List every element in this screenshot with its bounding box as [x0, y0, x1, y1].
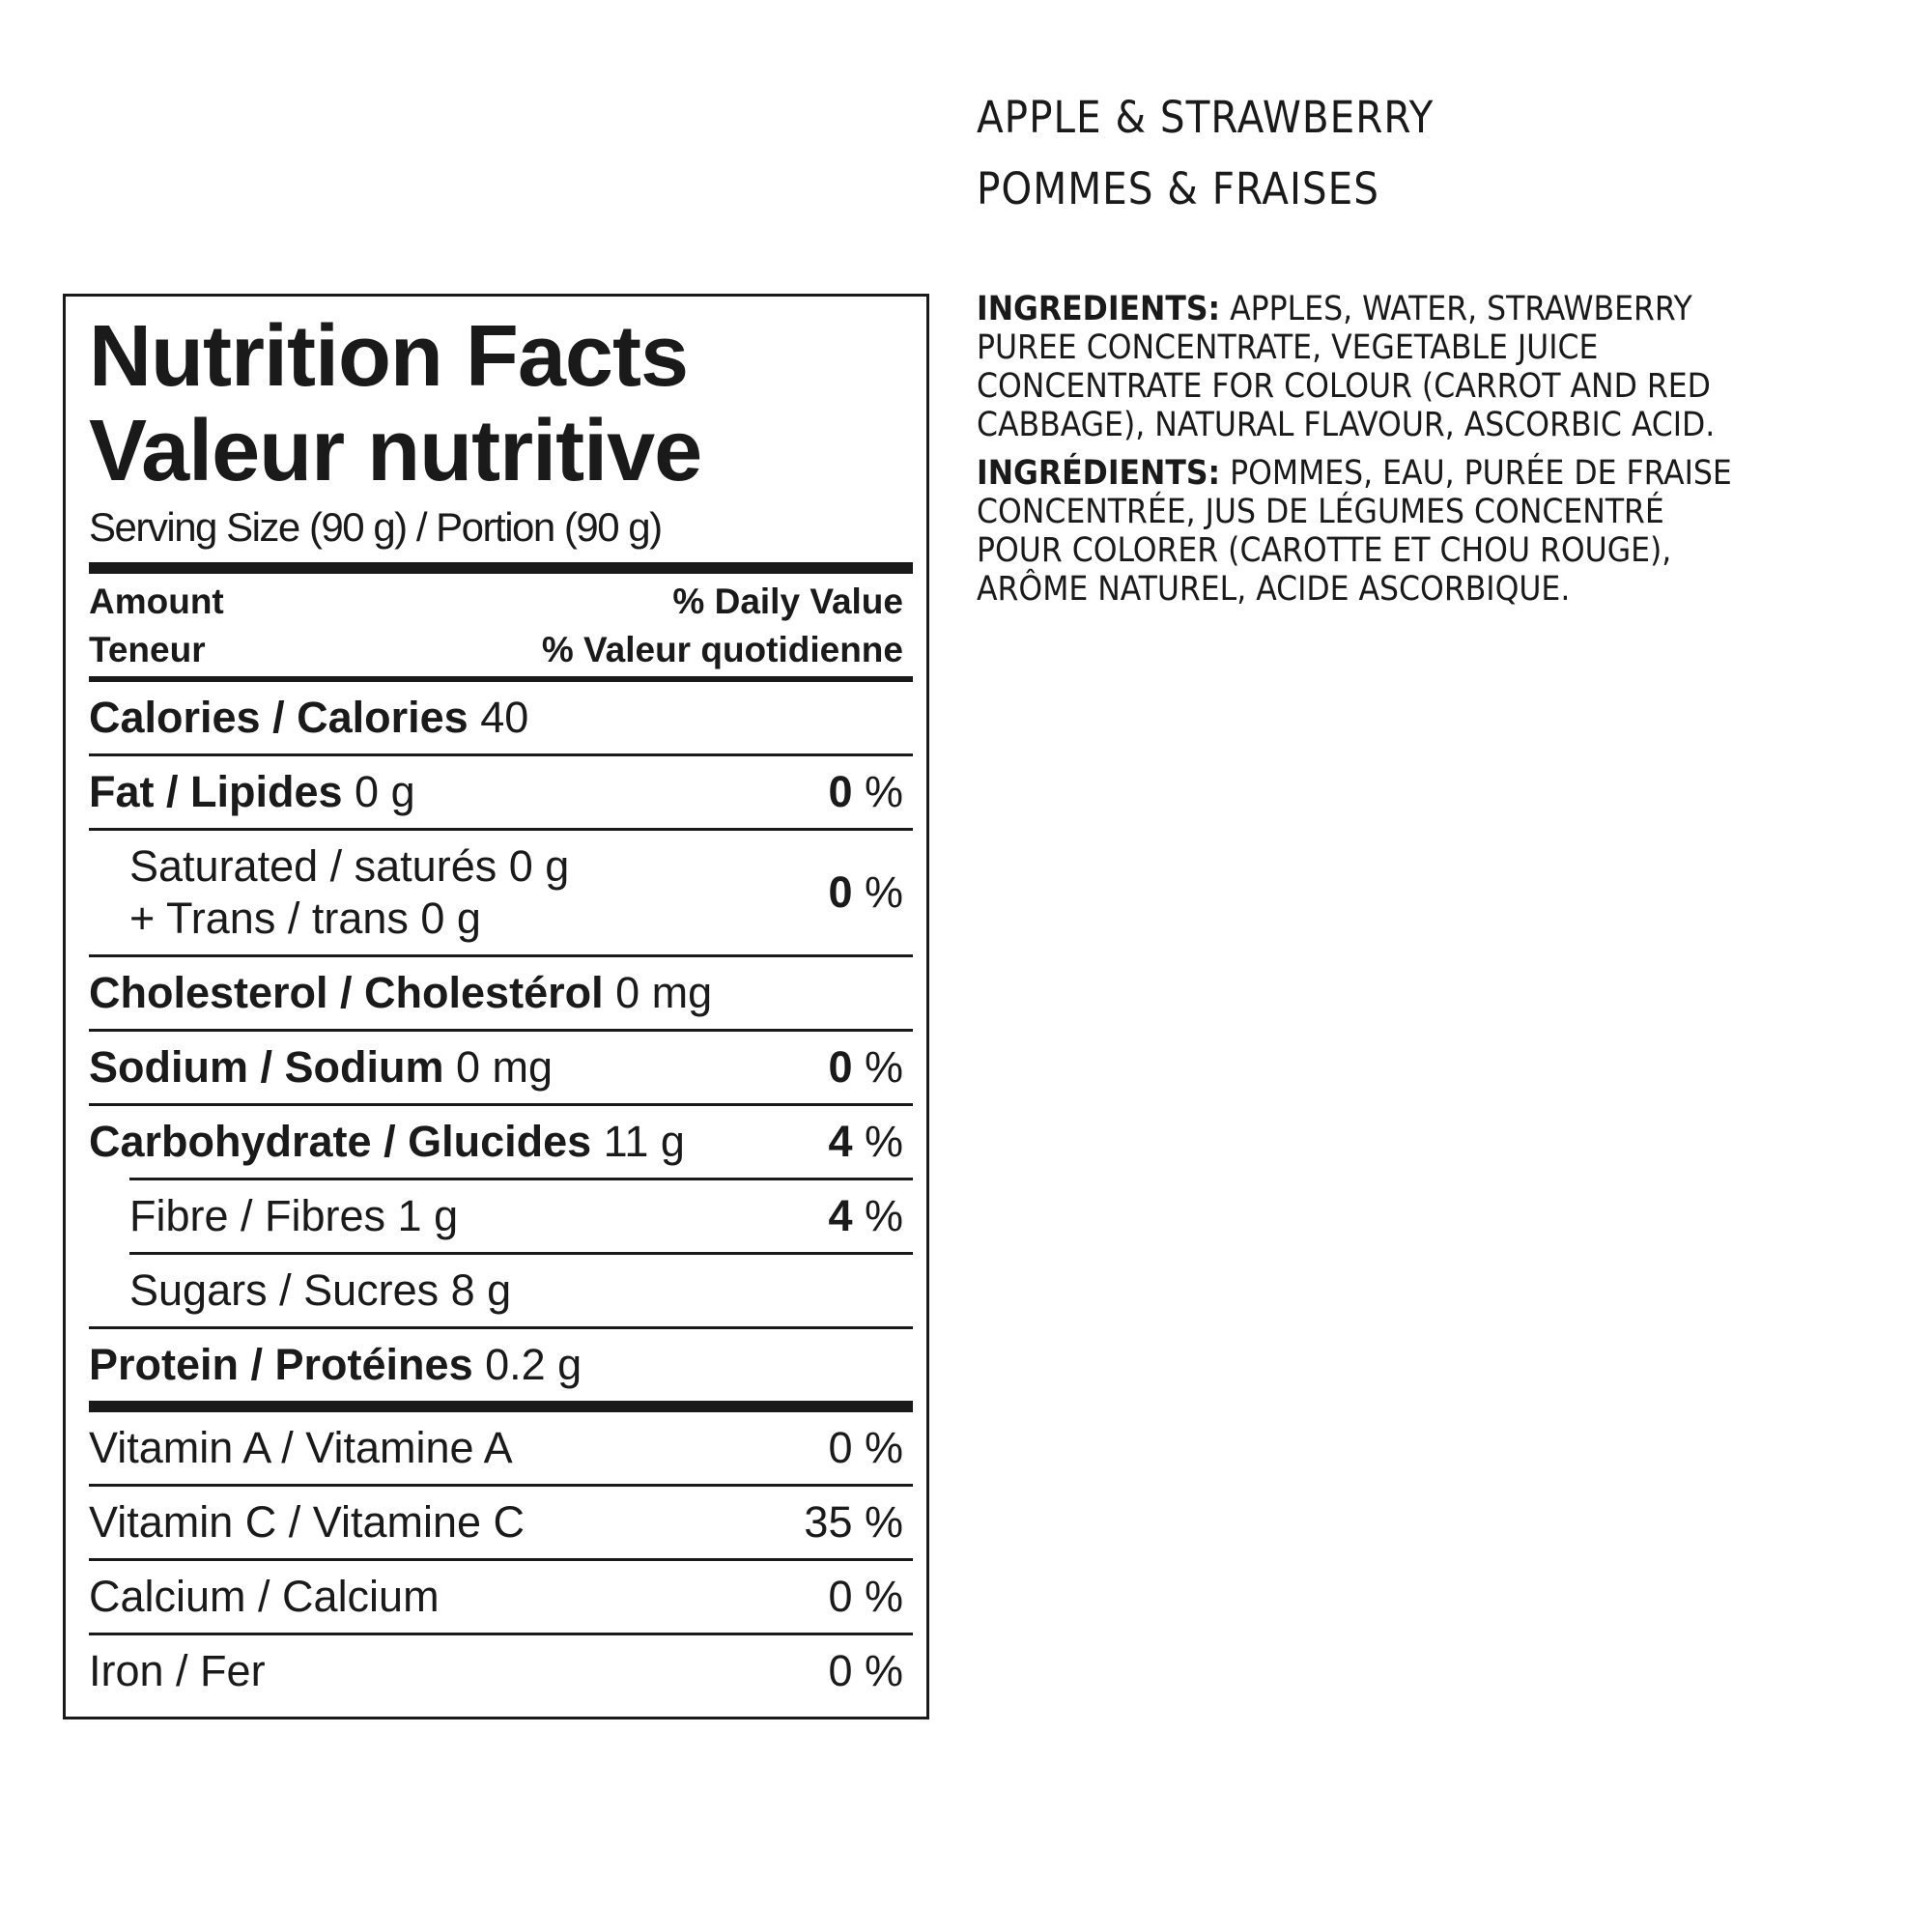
serving-size: Serving Size (90 g) / Portion (90 g): [89, 504, 662, 550]
divider-thick: [89, 562, 913, 574]
header-dv-fr: % Valeur quotidienne: [541, 630, 903, 669]
vitamin-pct: 0 %: [828, 1423, 903, 1472]
protein-row: [89, 1329, 913, 1401]
vitamin-row: [89, 1635, 913, 1707]
carbohydrate-pct-unit: %: [864, 1117, 903, 1166]
nutrition-title-fr: Valeur nutritive: [89, 403, 702, 499]
fat-pct-unit: %: [864, 767, 903, 816]
carbohydrate-pct: 4: [828, 1117, 853, 1166]
saturated-pct-unit: %: [864, 867, 903, 917]
cholesterol-row: [89, 957, 913, 1029]
saturated-trans-row: [89, 831, 913, 954]
protein-amount: 0.2 g: [485, 1340, 582, 1389]
carbohydrate-row: [89, 1106, 913, 1178]
nutrition-facts-content: [89, 309, 913, 1707]
header-amount-fr: Teneur: [89, 630, 206, 669]
sodium-label: Sodium / Sodium: [89, 1042, 444, 1092]
vitamin-label: Vitamin A / Vitamine A: [89, 1423, 513, 1472]
sodium-pct-unit: %: [864, 1042, 903, 1092]
nutrition-title-en: Nutrition Facts: [89, 308, 689, 405]
calories-row: [89, 682, 913, 753]
saturated-pct: 0: [828, 867, 853, 917]
column-header: [89, 574, 913, 676]
header-amount-en: Amount: [89, 582, 224, 621]
ingredients-fr: [977, 454, 1749, 609]
sodium-amount: 0 mg: [456, 1042, 554, 1092]
vitamin-row: [89, 1561, 913, 1633]
fibre-pct-unit: %: [864, 1191, 903, 1240]
vitamin-pct: 35 %: [804, 1497, 903, 1547]
sodium-row: [89, 1032, 913, 1103]
ingredients-en-text: APPLES, WATER, STRAWBERRY PUREE CONCENTRATE, VEGETABLE JUICE CONCENTRATE FOR COLOUR (CARROT AND RED CABBAGE), NATURAL FLAVOUR, ASCORBIC ACID.: [977, 290, 1716, 444]
vitamin-row: [89, 1412, 913, 1484]
vitamin-pct: 0 %: [828, 1572, 903, 1621]
calories-label: Calories / Calories: [89, 693, 469, 742]
header-dv-en: % Daily Value: [672, 582, 903, 621]
saturated-label: Saturated / saturés 0 g: [129, 841, 570, 891]
vitamin-label: Iron / Fer: [89, 1646, 266, 1695]
fat-amount: 0 g: [355, 767, 415, 816]
calories-value: 40: [480, 693, 529, 742]
trans-label: + Trans / trans 0 g: [129, 894, 481, 943]
fibre-pct: 4: [828, 1191, 853, 1240]
carbohydrate-label: Carbohydrate / Glucides: [89, 1117, 592, 1166]
product-name-en: APPLE & STRAWBERRY: [977, 92, 1435, 143]
ingredients-en: [977, 290, 1749, 444]
vitamin-pct: 0 %: [828, 1646, 903, 1695]
nutrition-facts-panel: [63, 294, 929, 1719]
fat-pct: 0: [828, 767, 853, 816]
fat-row: [89, 756, 913, 828]
sugars-row: [89, 1255, 913, 1326]
fibre-label: Fibre / Fibres 1 g: [129, 1191, 459, 1240]
vitamin-label: Calcium / Calcium: [89, 1572, 440, 1621]
ingredients-fr-text: POMMES, EAU, PURÉE DE FRAISE CONCENTRÉE, JUS DE LÉGUMES CONCENTRÉ POUR COLORER (CAROTTE ET CHOU ROUGE), ARÔME NATUREL, ACIDE ASCORBIQUE.: [977, 454, 1732, 609]
fibre-row: [89, 1180, 913, 1252]
product-names: [977, 82, 1434, 225]
sodium-pct: 0: [828, 1042, 853, 1092]
protein-label: Protein / Protéines: [89, 1340, 473, 1389]
carbohydrate-amount: 11 g: [603, 1117, 685, 1166]
ingredients-en-label: INGREDIENTS:: [977, 290, 1221, 328]
divider-thick: [89, 1401, 913, 1412]
fat-label: Fat / Lipides: [89, 767, 343, 816]
vitamin-label: Vitamin C / Vitamine C: [89, 1497, 526, 1547]
cholesterol-label: Cholesterol / Cholestérol: [89, 968, 604, 1017]
ingredients-fr-label: INGRÉDIENTS:: [977, 454, 1221, 493]
ingredients-block: [977, 290, 1749, 618]
cholesterol-amount: 0 mg: [615, 968, 713, 1017]
product-name-fr: POMMES & FRAISES: [977, 163, 1379, 214]
sugars-label: Sugars / Sucres 8 g: [129, 1265, 512, 1315]
vitamin-row: [89, 1487, 913, 1558]
